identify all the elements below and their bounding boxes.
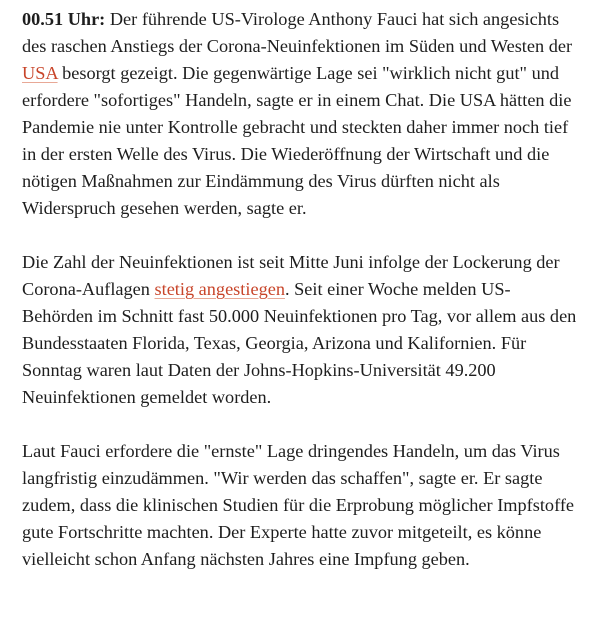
paragraph-fauci-intro [22,6,581,222]
link-usa[interactable]: USA [22,63,58,83]
paragraph-fauci-outlook [22,438,581,573]
paragraph-infection-numbers [22,249,581,411]
paragraph-text: Die Zahl der Neuinfektionen ist seit Mitte Juni infolge der Lockerung der Corona-Auflagen [22,252,560,299]
paragraph-text: Der führende US-Virologe Anthony Fauci hat sich angesichts des raschen Anstiegs der Corona-Neuinfektionen im Süden und Westen der [22,9,573,56]
link-stetig-angestiegen[interactable]: stetig angestiegen [154,279,285,299]
paragraph-text: . Seit einer Woche melden US-Behörden im Schnitt fast 50.000 Neuinfektionen pro Tag, vor allem aus den Bundesstaaten Florida, Texas, Georgia, Arizona und Kalifornien. Für Sonntag waren laut Daten der Johns-Hopkins-Universität 49.200 Neuinfektionen gemeldet worden. [22,279,577,407]
paragraph-text: besorgt gezeigt. Die gegenwärtige Lage sei "wirklich nicht gut" und erfordere "sofortiges" Handeln, sagte er in einem Chat. Die USA hätten die Pandemie nie unter Kontrolle gebracht und steckten daher immer noch tief in der ersten Welle des Virus. Die Wiederöffnung der Wirtschaft und die nötigen Maßnahmen zur Eindämmung des Virus dürften nicht als Widerspruch gesehen werden, sagte er. [22,63,572,218]
paragraph-text: Laut Fauci erfordere die "ernste" Lage dringendes Handeln, um das Virus langfristig einzudämmen. "Wir werden das schaffen", sagte er. Er sagte zudem, dass die klinischen Studien für die Erprobung möglicher Impfstoffe gute Fortschritte machten. Der Experte hatte zuvor mitgeteilt, es könne vielleicht schon Anfang nächsten Jahres eine Impfung geben. [22,441,575,569]
timestamp: 00.51 Uhr: [22,9,106,29]
